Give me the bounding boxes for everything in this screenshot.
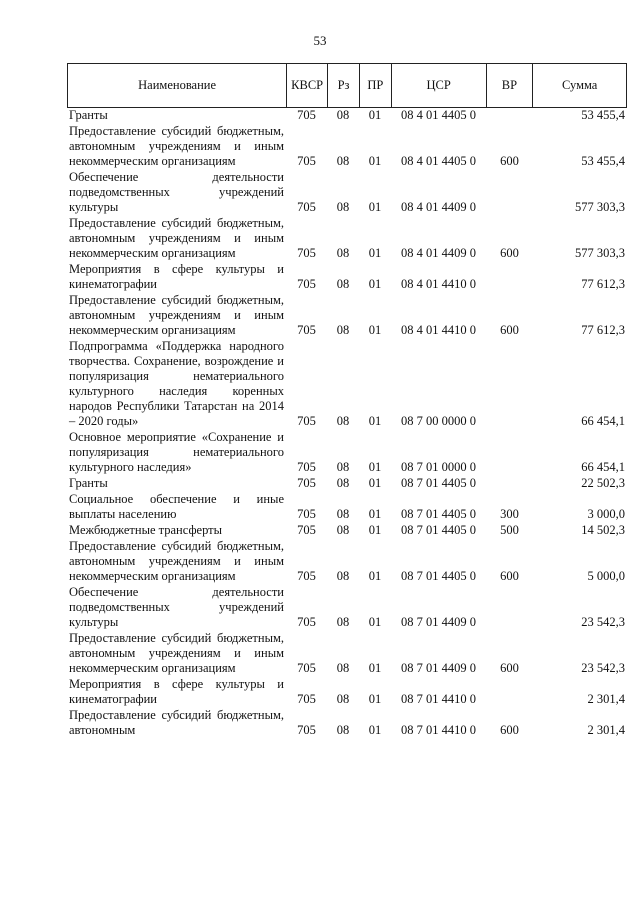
cell-csr: 08 7 01 4410 0 (401, 692, 476, 706)
cell-pr: 01 (368, 323, 382, 337)
cell-kvsr: 705 (297, 569, 316, 583)
header-sum: Сумма (532, 64, 626, 107)
cell-pr: 01 (368, 615, 382, 629)
cell-rz: 08 (336, 569, 350, 583)
cell-sum: 66 454,1 (581, 414, 625, 428)
cell-sum: 53 455,4 (581, 108, 625, 122)
cell-pr: 01 (368, 507, 382, 521)
cell-pr: 01 (368, 414, 382, 428)
cell-kvsr: 705 (297, 323, 316, 337)
cell-name: Обеспечение деятельности подведомственных учреждений культуры (69, 170, 284, 214)
cell-sum: 23 542,3 (581, 615, 625, 629)
cell-sum: 23 542,3 (581, 661, 625, 675)
cell-kvsr: 705 (297, 154, 316, 168)
cell-csr: 08 7 01 4405 0 (401, 523, 476, 537)
cell-kvsr: 705 (297, 200, 316, 214)
table-row (67, 677, 627, 707)
cell-csr: 08 4 01 4405 0 (401, 154, 476, 168)
cell-csr: 08 7 00 0000 0 (401, 414, 476, 428)
budget-table (67, 63, 627, 738)
cell-name: Предоставление субсидий бюджетным, автономным учреждениям и иным некоммерческим организациям (69, 216, 284, 260)
table-row (67, 293, 627, 338)
cell-csr: 08 4 01 4410 0 (401, 277, 476, 291)
cell-csr: 08 7 01 4405 0 (401, 569, 476, 583)
cell-sum: 22 502,3 (581, 476, 625, 490)
header-kvsr: КВСР (286, 64, 327, 107)
cell-csr: 08 7 01 4405 0 (401, 507, 476, 521)
cell-csr: 08 4 01 4405 0 (401, 108, 476, 122)
cell-sum: 5 000,0 (587, 569, 625, 583)
cell-csr: 08 7 01 0000 0 (401, 460, 476, 474)
table-row (67, 631, 627, 676)
cell-name: Межбюджетные трансферты (69, 523, 223, 537)
cell-name: Предоставление субсидий бюджетным, автономным учреждениям и иным некоммерческим организациям (69, 539, 284, 583)
cell-vr: 600 (500, 323, 519, 337)
header-pr: ПР (359, 64, 391, 107)
cell-csr: 08 7 01 4409 0 (401, 661, 476, 675)
table-header (67, 63, 627, 108)
cell-sum: 77 612,3 (581, 323, 625, 337)
cell-name: Мероприятия в сфере культуры и кинематографии (69, 262, 284, 291)
cell-name: Гранты (69, 108, 108, 122)
table-row (67, 262, 627, 292)
cell-rz: 08 (336, 154, 350, 168)
cell-rz: 08 (336, 723, 350, 737)
cell-sum: 2 301,4 (587, 723, 625, 737)
cell-name: Обеспечение деятельности подведомственных учреждений культуры (69, 585, 284, 629)
cell-rz: 08 (336, 523, 350, 537)
cell-kvsr: 705 (297, 723, 316, 737)
cell-sum: 14 502,3 (581, 523, 625, 537)
cell-csr: 08 4 01 4410 0 (401, 323, 476, 337)
cell-kvsr: 705 (297, 108, 316, 122)
cell-rz: 08 (336, 460, 350, 474)
cell-pr: 01 (368, 246, 382, 260)
cell-rz: 08 (336, 615, 350, 629)
header-name: Наименование (138, 78, 217, 92)
cell-sum: 577 303,3 (575, 200, 625, 214)
cell-rz: 08 (336, 200, 350, 214)
cell-kvsr: 705 (297, 692, 316, 706)
cell-kvsr: 705 (297, 246, 316, 260)
header-vr: ВР (486, 64, 533, 107)
cell-name: Предоставление субсидий бюджетным, автономным учреждениям и иным некоммерческим организациям (69, 293, 284, 337)
cell-sum: 2 301,4 (587, 692, 625, 706)
cell-name: Предоставление субсидий бюджетным, автономным (69, 708, 284, 737)
cell-vr: 300 (500, 507, 519, 521)
cell-name: Основное мероприятие «Сохранение и популяризация нематериального культурного наследия» (69, 430, 284, 474)
page-number: 53 (313, 33, 327, 48)
cell-csr: 08 4 01 4409 0 (401, 246, 476, 260)
cell-kvsr: 705 (297, 460, 316, 474)
cell-vr: 600 (500, 661, 519, 675)
cell-kvsr: 705 (297, 507, 316, 521)
cell-rz: 08 (336, 476, 350, 490)
cell-kvsr: 705 (297, 476, 316, 490)
header-csr: ЦСР (391, 64, 486, 107)
cell-sum: 3 000,0 (587, 507, 625, 521)
cell-vr: 600 (500, 723, 519, 737)
cell-rz: 08 (336, 108, 350, 122)
cell-csr: 08 7 01 4410 0 (401, 723, 476, 737)
cell-pr: 01 (368, 569, 382, 583)
cell-rz: 08 (336, 277, 350, 291)
cell-kvsr: 705 (297, 661, 316, 675)
cell-pr: 01 (368, 692, 382, 706)
cell-rz: 08 (336, 661, 350, 675)
cell-pr: 01 (368, 277, 382, 291)
cell-rz: 08 (336, 507, 350, 521)
table-row (67, 430, 627, 475)
table-row (67, 124, 627, 169)
cell-kvsr: 705 (297, 523, 316, 537)
table-row (67, 170, 627, 215)
cell-vr: 600 (500, 246, 519, 260)
table-row (67, 216, 627, 261)
cell-pr: 01 (368, 154, 382, 168)
cell-pr: 01 (368, 523, 382, 537)
cell-name: Предоставление субсидий бюджетным, автономным учреждениям и иным некоммерческим организациям (69, 124, 284, 168)
cell-rz: 08 (336, 414, 350, 428)
cell-name: Предоставление субсидий бюджетным, автономным учреждениям и иным некоммерческим организациям (69, 631, 284, 675)
cell-csr: 08 7 01 4405 0 (401, 476, 476, 490)
cell-kvsr: 705 (297, 414, 316, 428)
cell-rz: 08 (336, 323, 350, 337)
header-rz: Рз (327, 64, 359, 107)
cell-sum: 77 612,3 (581, 277, 625, 291)
cell-name: Социальное обеспечение и иные выплаты населению (69, 492, 284, 521)
cell-pr: 01 (368, 723, 382, 737)
cell-name: Гранты (69, 476, 108, 490)
table-row (67, 108, 627, 123)
cell-pr: 01 (368, 661, 382, 675)
cell-sum: 577 303,3 (575, 246, 625, 260)
cell-vr: 500 (500, 523, 519, 537)
cell-pr: 01 (368, 108, 382, 122)
table-row (67, 523, 627, 538)
cell-name: Подпрограмма «Поддержка народного творчества. Сохранение, возрождение и популяризация нематериального культурного наследия коренных народов Республики Татарстан на 2014 – 2020 годы» (69, 339, 284, 428)
cell-pr: 01 (368, 200, 382, 214)
cell-pr: 01 (368, 476, 382, 490)
cell-vr: 600 (500, 154, 519, 168)
table-row (67, 492, 627, 522)
table-row (67, 585, 627, 630)
cell-sum: 53 455,4 (581, 154, 625, 168)
cell-vr: 600 (500, 569, 519, 583)
cell-name: Мероприятия в сфере культуры и кинематографии (69, 677, 284, 706)
cell-rz: 08 (336, 246, 350, 260)
cell-csr: 08 7 01 4409 0 (401, 615, 476, 629)
table-row (67, 339, 627, 429)
cell-sum: 66 454,1 (581, 460, 625, 474)
cell-csr: 08 4 01 4409 0 (401, 200, 476, 214)
table-body (67, 108, 627, 738)
table-row (67, 708, 627, 738)
cell-kvsr: 705 (297, 277, 316, 291)
table-row (67, 539, 627, 584)
cell-pr: 01 (368, 460, 382, 474)
cell-kvsr: 705 (297, 615, 316, 629)
cell-rz: 08 (336, 692, 350, 706)
table-row (67, 476, 627, 491)
